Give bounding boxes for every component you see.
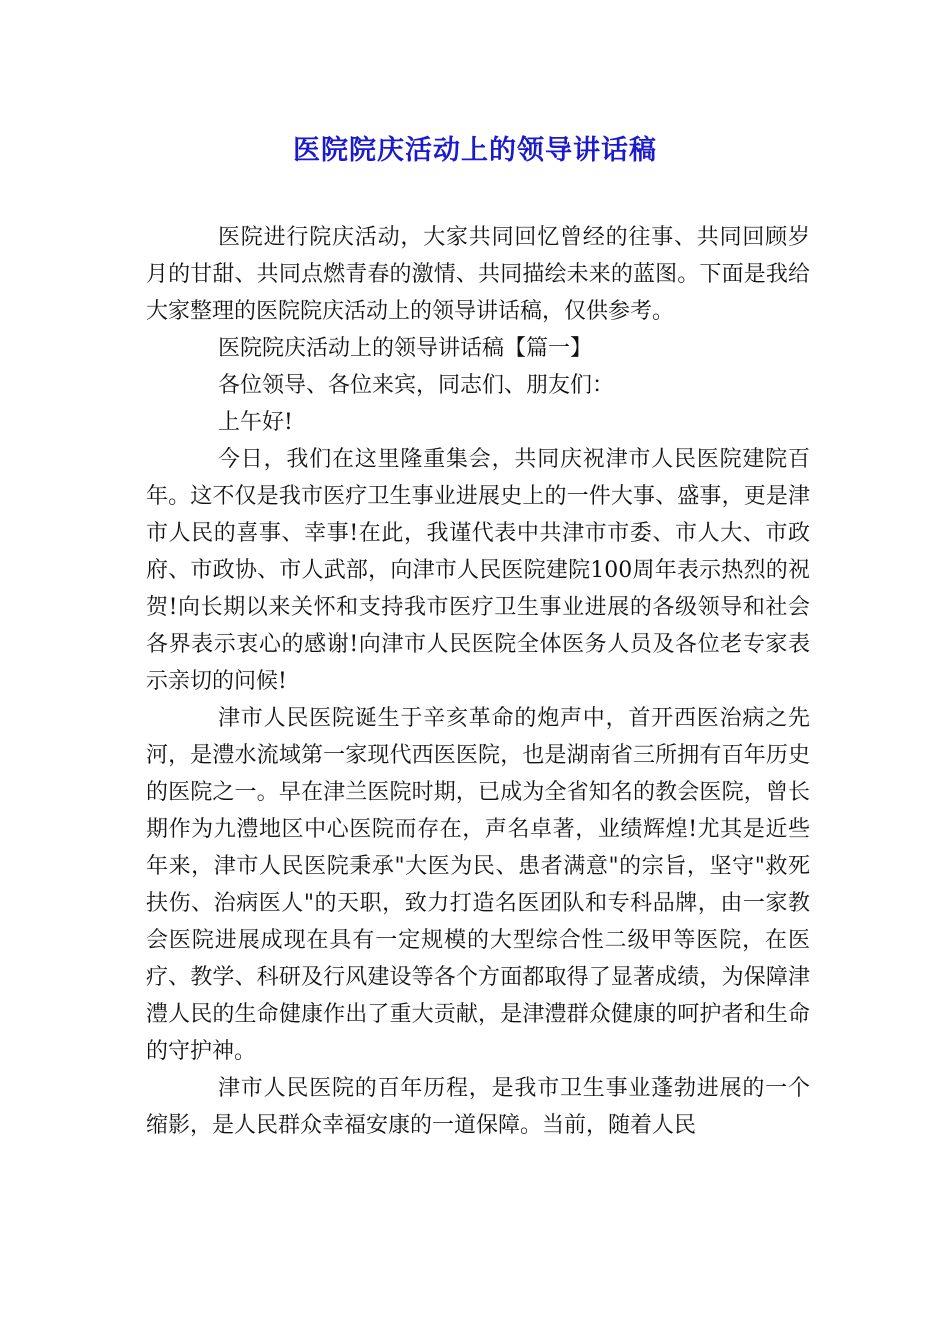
paragraph-section-heading: 医院院庆活动上的领导讲话稿【篇一】 xyxy=(218,336,593,361)
paragraph-greeting: 上午好! xyxy=(218,410,293,435)
paragraph-intro: 医院进行院庆活动，大家共同回忆曾经的往事、共同回顾岁月的甘甜、共同点燃青春的激情、共同描绘未来的蓝图。下面是我给大家整理的医院院庆活动上的领导讲话稿，仅供参考。 xyxy=(146,225,810,324)
paragraph-body-2: 津市人民医院诞生于辛亥革命的炮声中，首开西医治病之先河，是澧水流域第一家现代西医医院，也是湖南省三所拥有百年历史的医院之一。早在津兰医院时期，已成为全省知名的教会医院，曾长期作为九澧地区中心医院而存在，声名卓著，业绩辉煌!尤其是近些年来，津市人民医院秉承"大医为民、患者满意"的宗旨，坚守"救死扶伤、治病医人"的天职，致力打造名医团队和专科品牌，由一家教会医院进展成现在具有一定规模的大型综合性二级甲等医院，在医疗、教学、科研及行风建设等各个方面都取得了显著成绩，为保障津澧人民的生命健康作出了重大贡献，是津澧群众健康的呵护者和生命的守护神。 xyxy=(146,706,810,1064)
document-title: 医院院庆活动上的领导讲话稿 xyxy=(293,135,657,166)
paragraph-body-3: 津市人民医院的百年历程，是我市卫生事业蓬勃进展的一个缩影，是人民群众幸福安康的一道保障。当前，随着人民 xyxy=(146,1076,810,1138)
paragraph-salutation: 各位领导、各位来宾，同志们、朋友们： xyxy=(218,373,615,398)
document-body xyxy=(146,219,810,1144)
paragraph-body-1: 今日，我们在这里隆重集会，共同庆祝津市人民医院建院百年。这不仅是我市医疗卫生事业进展史上的一件大事、盛事，更是津市人民的喜事、幸事!在此，我谨代表中共津市市委、市人大、市政府、市政协、市人武部，向津市人民医院建院100周年表示热烈的祝贺!向长期以来关怀和支持我市医疗卫生事业进展的各级领导和社会各界表示衷心的感谢!向津市人民医院全体医务人员及各位老专家表示亲切的问候! xyxy=(146,447,810,694)
